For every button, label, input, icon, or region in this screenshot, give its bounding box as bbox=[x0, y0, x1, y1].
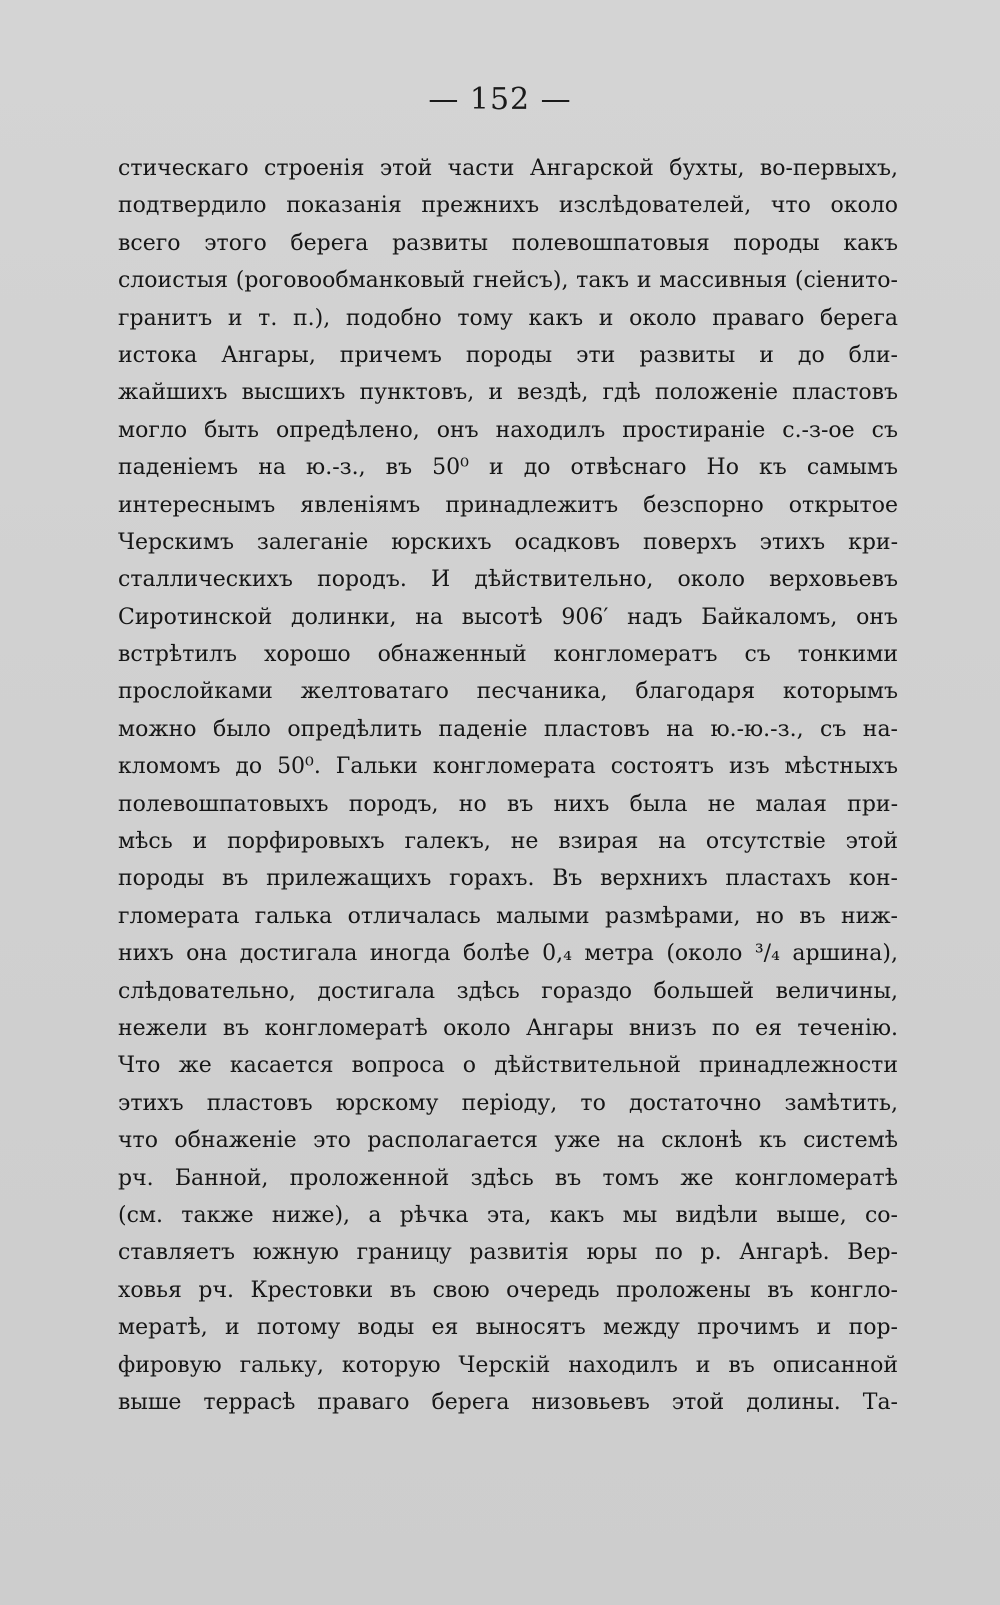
text-line: паденіемъ на ю.-з., въ 50⁰ и до отвѣснаго Но къ самымъ bbox=[118, 455, 898, 481]
text-line: нежели въ конгломератѣ около Ангары внизъ по ея теченію. bbox=[118, 1015, 898, 1041]
text-line: мѣсь и порфировыхъ галекъ, не взирая на отсутствіе этой bbox=[118, 829, 898, 855]
text-line: слоистыя (роговообманковый гнейсъ), такъ и массивныя (сіенито- bbox=[118, 268, 898, 294]
text-line: жайшихъ высшихъ пунктовъ, и вездѣ, гдѣ положеніе пластовъ bbox=[118, 380, 898, 406]
text-line: (см. также ниже), а рѣчка эта, какъ мы видѣли выше, со- bbox=[118, 1202, 898, 1228]
text-line: гранитъ и т. п.), подобно тому какъ и около праваго берега bbox=[118, 305, 898, 331]
text-line: полевошпатовыхъ породъ, но въ нихъ была не малая при- bbox=[118, 791, 898, 817]
text-line: можно было опредѣлить паденіе пластовъ на ю.-ю.-з., съ на- bbox=[118, 716, 898, 742]
text-line: Сиротинской долинки, на высотѣ 906′ надъ Байкаломъ, онъ bbox=[118, 604, 898, 630]
text-line: ховья рч. Крестовки въ свою очередь проложены въ конгло- bbox=[118, 1277, 898, 1303]
text-line: ставляетъ южную границу развитія юры по р. Ангарѣ. Вер- bbox=[118, 1240, 898, 1266]
text-line: этихъ пластовъ юрскому періоду, то достаточно замѣтить, bbox=[118, 1090, 898, 1116]
text-line: прослойками желтоватаго песчаника, благодаря которымъ bbox=[118, 679, 898, 705]
text-line: что обнаженіе это располагается уже на склонѣ къ системѣ bbox=[118, 1128, 898, 1154]
text-line: интереснымъ явленіямъ принадлежитъ безспорно открытое bbox=[118, 492, 898, 518]
text-line: фировую гальку, которую Черскій находилъ и въ описанной bbox=[118, 1352, 898, 1378]
text-line: Черскимъ залеганіе юрскихъ осадковъ поверхъ этихъ кри- bbox=[118, 529, 898, 555]
text-line: подтвердило показанія прежнихъ изслѣдователей, что около bbox=[118, 193, 898, 219]
text-line: гломерата галька отличалась малыми размѣрами, но въ ниж- bbox=[118, 903, 898, 929]
text-line: породы въ прилежащихъ горахъ. Въ верхнихъ пластахъ кон- bbox=[118, 866, 898, 892]
text-line: кломомъ до 50⁰. Гальки конгломерата состоятъ изъ мѣстныхъ bbox=[118, 754, 898, 780]
text-line: встрѣтилъ хорошо обнаженный конгломератъ съ тонкими bbox=[118, 642, 898, 668]
text-line: могло быть опредѣлено, онъ находилъ простираніе с.-з-ое съ bbox=[118, 417, 898, 443]
page-number: — 152 — bbox=[428, 82, 572, 117]
text-line: стическаго строенія этой части Ангарской бухты, во-первыхъ, bbox=[118, 156, 898, 181]
text-line: истока Ангары, причемъ породы эти развиты и до бли- bbox=[118, 342, 898, 368]
text-line: выше террасѣ праваго берега низовьевъ этой долины. Та- bbox=[118, 1389, 898, 1415]
text-line: мератѣ, и потому воды ея выносятъ между прочимъ и пор- bbox=[118, 1315, 898, 1341]
text-line: всего этого берега развиты полевошпатовыя породы какъ bbox=[118, 230, 898, 256]
text-line: Что же касается вопроса о дѣйствительной принадлежности bbox=[118, 1053, 898, 1079]
text-line: слѣдовательно, достигала здѣсь гораздо большей величины, bbox=[118, 978, 898, 1004]
body-text bbox=[118, 150, 898, 1421]
text-line: сталлическихъ породъ. И дѣйствительно, около верховьевъ bbox=[118, 567, 898, 593]
text-line: нихъ она достигала иногда болѣе 0,₄ метра (около ³/₄ аршина), bbox=[118, 941, 898, 967]
text-line: рч. Банной, проложенной здѣсь въ томъ же конгломератѣ bbox=[118, 1165, 898, 1191]
